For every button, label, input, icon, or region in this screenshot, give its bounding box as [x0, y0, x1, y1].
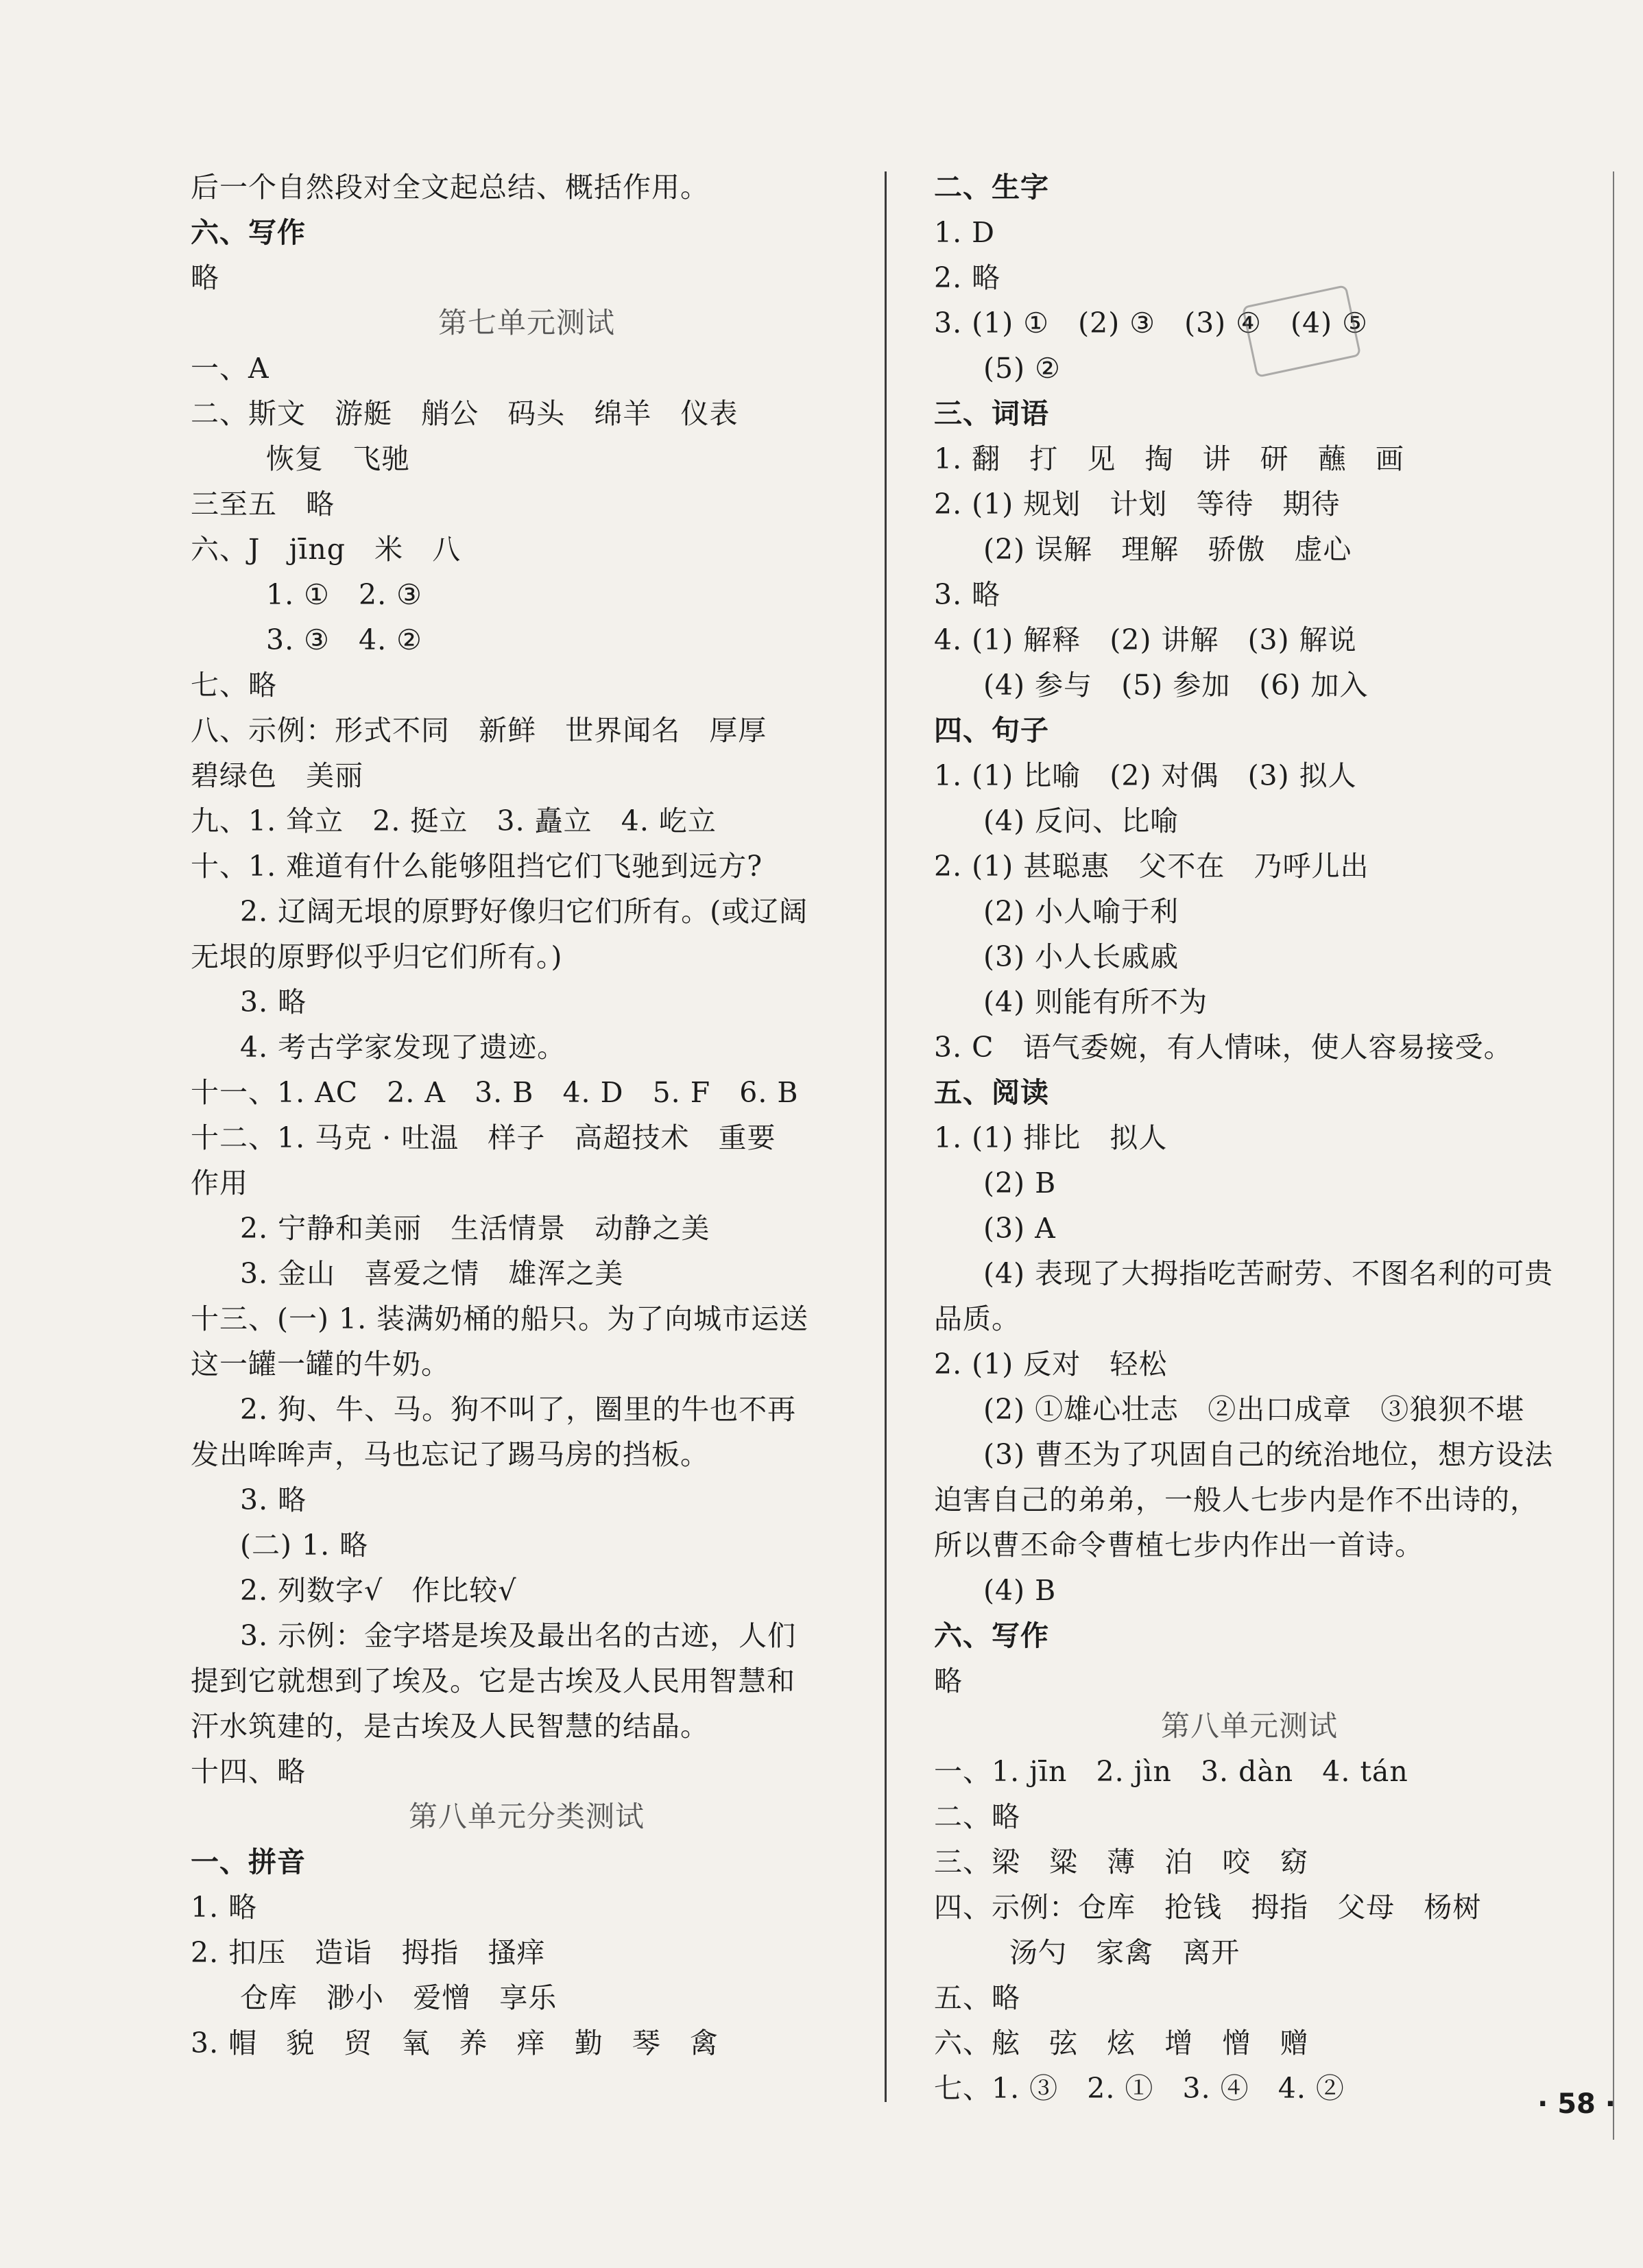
page-edge-line [1613, 171, 1614, 2140]
section-heading: 第八单元分类测试 [408, 1800, 645, 1833]
answer-line: (2) ①雄心壮志 ②出口成章 ③狼狈不堪 [983, 1393, 1525, 1426]
section-heading: 第七单元测试 [437, 306, 615, 339]
answer-line: 恢复 飞驰 [266, 442, 411, 475]
answer-line: 仓库 渺小 爱憎 享乐 [240, 1981, 557, 2014]
answer-line: 碧绿色 美丽 [191, 759, 364, 792]
answer-line: 品质。 [934, 1302, 1020, 1335]
answer-line: 2. 狗、牛、马。狗不叫了，圈里的牛也不再 [240, 1393, 797, 1426]
answer-line: 二、略 [934, 1800, 1020, 1833]
answer-line: 四、示例：仓库 抢钱 拇指 父母 杨树 [934, 1891, 1482, 1924]
column-divider [885, 171, 887, 2102]
answer-line: 提到它就想到了埃及。它是古埃及人民用智慧和 [191, 1664, 795, 1697]
answer-line: (2) B [983, 1167, 1057, 1199]
subsection-heading: 一、拼音 [191, 1846, 306, 1878]
answer-line: 3. 略 [934, 578, 1001, 611]
answer-line: 迫害自己的弟弟，一般人七步内是作不出诗的， [934, 1483, 1539, 1516]
answer-line: 略 [191, 261, 219, 294]
answer-line: (4) 则能有所不为 [983, 986, 1208, 1018]
answer-line: (2) 小人喻于利 [983, 895, 1179, 928]
answer-line: 1. (1) 排比 拟人 [934, 1121, 1168, 1154]
answer-line: 十二、1. 马克 · 吐温 样子 高超技术 重要 [191, 1121, 776, 1154]
answer-line: 3. 略 [240, 986, 307, 1018]
answer-line: 五、略 [934, 1981, 1020, 2014]
answer-line: (3) 小人长戚戚 [983, 940, 1179, 973]
answer-line: 3. C 语气委婉，有人情味，使人容易接受。 [934, 1031, 1513, 1064]
answer-line: 2. 列数字√ 作比较√ [240, 1574, 517, 1607]
answer-line: 无垠的原野似乎归它们所有。) [191, 940, 563, 973]
answer-line: 三至五 略 [191, 488, 335, 521]
answer-line: (3) 曹丕为了巩固自己的统治地位，想方设法 [983, 1438, 1554, 1471]
answer-line: 2. (1) 甚聪惠 父不在 乃呼儿出 [934, 850, 1369, 883]
answer-line: 八、示例：形式不同 新鲜 世界闻名 厚厚 [191, 714, 767, 747]
left-column [191, 165, 863, 2066]
answer-line: 作用 [191, 1167, 248, 1199]
answer-line: 2. (1) 反对 轻松 [934, 1348, 1168, 1381]
subsection-heading: 六、写作 [934, 1619, 1049, 1652]
answer-line: (4) 参与 (5) 参加 (6) 加入 [983, 669, 1369, 702]
answer-line: 3. 示例：金字塔是埃及最出名的古迹，人们 [240, 1619, 797, 1652]
answer-line: 七、略 [191, 669, 277, 702]
answer-line: 1. 略 [191, 1891, 258, 1924]
answer-line: (4) 表现了大拇指吃苦耐劳、不图名利的可贵 [983, 1257, 1554, 1290]
right-column [934, 165, 1565, 2111]
answer-line: 2. 辽阔无垠的原野好像归它们所有。(或辽阔 [240, 895, 808, 928]
answer-line: (二) 1. 略 [240, 1529, 369, 1562]
subsection-heading: 三、词语 [934, 397, 1049, 430]
answer-line: 3. 金山 喜爱之情 雄浑之美 [240, 1257, 624, 1290]
subsection-heading: 五、阅读 [934, 1076, 1049, 1109]
answer-line: 二、斯文 游艇 艄公 码头 绵羊 仪表 [191, 397, 739, 430]
answer-line: 一、A [191, 352, 269, 385]
answer-line: 后一个自然段对全文起总结、概括作用。 [191, 171, 709, 204]
section-heading: 第八单元测试 [1160, 1709, 1338, 1743]
answer-line: 六、J jīng 米 八 [191, 533, 461, 566]
answer-line: 1. D [934, 216, 996, 249]
answer-line: 所以曹丕命令曹植七步内作出一首诗。 [934, 1529, 1424, 1562]
answer-line: 七、1. ③ 2. ① 3. ④ 4. ② [934, 2072, 1345, 2105]
answer-line: 2. 略 [934, 261, 1001, 294]
answer-line: 2. (1) 规划 计划 等待 期待 [934, 488, 1341, 521]
page-number: · 58 · [1537, 2088, 1616, 2120]
answer-line: 汗水筑建的，是古埃及人民智慧的结晶。 [191, 1710, 709, 1743]
answer-line: (3) A [983, 1212, 1056, 1245]
answer-line: 十四、略 [191, 1755, 306, 1788]
answer-line: 一、1. jīn 2. jìn 3. dàn 4. tán [934, 1755, 1408, 1788]
answer-line: 汤勺 家禽 离开 [1009, 1936, 1240, 1969]
answer-line: 十、1. 难道有什么能够阻挡它们飞驰到远方? [191, 850, 763, 883]
answer-line: 1. ① 2. ③ [266, 578, 422, 611]
answer-line: (4) B [983, 1574, 1057, 1607]
answer-line: 3. ③ 4. ② [266, 623, 422, 656]
answer-line: 2. 扣压 造诣 拇指 搔痒 [191, 1936, 546, 1969]
answer-line: 1. 翻 打 见 掏 讲 研 蘸 画 [934, 442, 1404, 475]
answer-line: 十一、1. AC 2. A 3. B 4. D 5. F 6. B [191, 1076, 799, 1109]
answer-line: 九、1. 耸立 2. 挺立 3. 矗立 4. 屹立 [191, 804, 717, 837]
answer-line: 3. 帽 貌 贸 氧 养 痒 勤 琴 禽 [191, 2027, 719, 2060]
answer-line: 1. (1) 比喻 (2) 对偶 (3) 拟人 [934, 759, 1357, 792]
subsection-heading: 二、生字 [934, 171, 1049, 204]
answer-line: 六、舷 弦 炫 增 憎 赠 [934, 2027, 1309, 2060]
subsection-heading: 六、写作 [191, 216, 306, 249]
answer-line: 十三、(一) 1. 装满奶桶的船只。为了向城市运送 [191, 1302, 809, 1335]
answer-line: 略 [934, 1664, 963, 1697]
answer-line: 3. 略 [240, 1483, 307, 1516]
answer-line: 三、梁 粱 薄 泊 咬 窈 [934, 1846, 1309, 1878]
subsection-heading: 四、句子 [934, 714, 1049, 747]
answer-line: (5) ② [983, 352, 1061, 385]
answer-line: (4) 反问、比喻 [983, 804, 1179, 837]
answer-line: 发出哞哞声，马也忘记了踢马房的挡板。 [191, 1438, 709, 1471]
answer-line: 3. (1) ① (2) ③ (3) ④ (4) ⑤ [934, 307, 1368, 339]
answer-line: 这一罐一罐的牛奶。 [191, 1348, 450, 1381]
answer-line: (2) 误解 理解 骄傲 虚心 [983, 533, 1352, 566]
answer-line: 4. (1) 解释 (2) 讲解 (3) 解说 [934, 623, 1357, 656]
answer-line: 2. 宁静和美丽 生活情景 动静之美 [240, 1212, 710, 1245]
answer-line: 4. 考古学家发现了遗迹。 [240, 1031, 566, 1064]
